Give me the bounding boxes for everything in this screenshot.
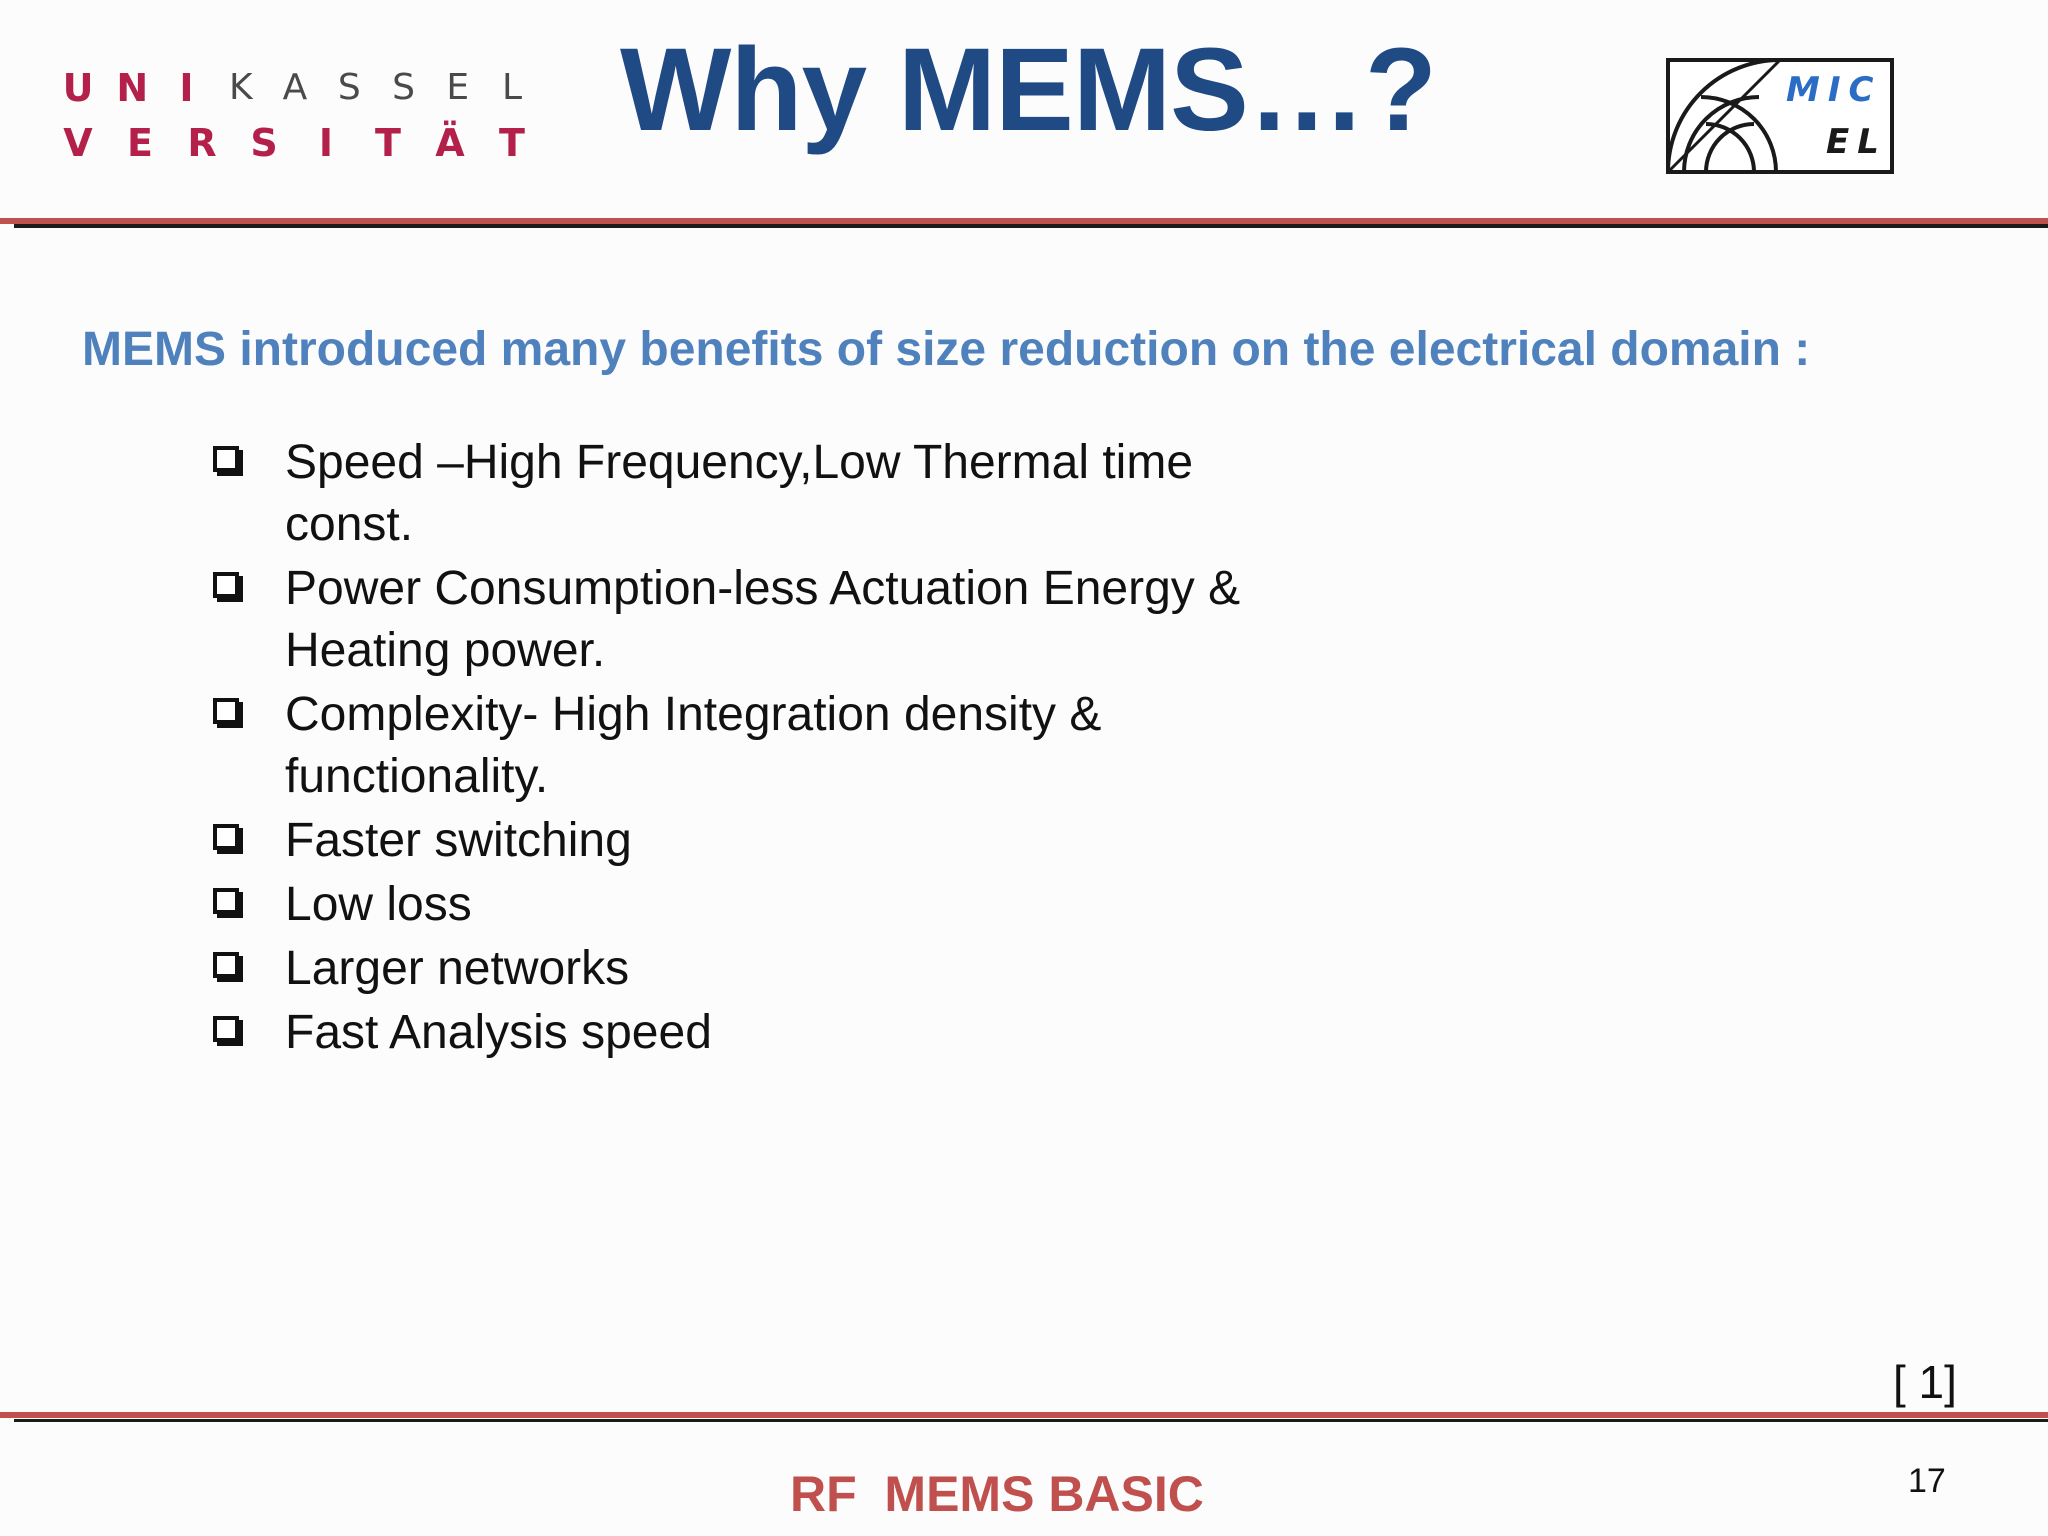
logo-letter: T	[499, 120, 525, 165]
reference-citation: [ 1]	[1893, 1356, 1957, 1408]
list-item	[210, 1002, 1310, 1064]
list-item	[210, 684, 1310, 808]
logo-letter: S	[250, 120, 278, 165]
benefits-list	[210, 432, 1310, 1066]
checkbox-bullet-icon	[213, 446, 239, 472]
list-item-text: Speed –High Frequency,Low Thermal time const.	[285, 436, 1194, 551]
logo-letter: K	[228, 67, 253, 108]
logo-letter: I	[318, 120, 334, 165]
logo-letter: S	[337, 67, 361, 108]
list-item	[210, 810, 1310, 872]
checkbox-bullet-icon	[213, 1016, 239, 1042]
list-item	[210, 558, 1310, 682]
list-item-text: Complexity- High Integration density & functionality.	[285, 688, 1102, 803]
checkbox-bullet-icon	[213, 572, 239, 598]
logo-letter: L	[501, 67, 523, 108]
list-item	[210, 874, 1310, 936]
logo-letter: R	[187, 120, 217, 165]
university-logo-row-1	[60, 60, 530, 115]
university-logo	[60, 60, 530, 170]
micel-logo	[1666, 58, 1896, 176]
checkbox-bullet-icon	[213, 698, 239, 724]
logo-letter: U	[62, 65, 94, 110]
checkbox-bullet-icon	[213, 888, 239, 914]
logo-letter: S	[392, 67, 415, 108]
checkbox-bullet-icon	[213, 952, 239, 978]
logo-letter: Ä	[435, 120, 465, 165]
slide-subtitle: MEMS introduced many benefits of size reduction on the electrical domain :	[82, 323, 1811, 376]
micel-logo-text-bottom: EL	[1826, 122, 1887, 162]
list-item-text: Faster switching	[285, 814, 632, 867]
list-item-text: Larger networks	[285, 942, 630, 995]
list-item-text: Fast Analysis speed	[285, 1006, 712, 1059]
logo-letter: E	[446, 67, 470, 108]
list-item-text: Low loss	[285, 878, 472, 931]
footer-divider-red	[0, 1412, 2048, 1418]
list-item	[210, 938, 1310, 1000]
logo-letter: I	[179, 65, 194, 110]
logo-letter: A	[282, 67, 308, 108]
logo-letter: E	[127, 120, 153, 165]
micel-logo-text-top: MIC	[1786, 70, 1882, 110]
logo-letter: T	[375, 120, 401, 165]
logo-letter: V	[63, 120, 93, 165]
list-item-text: Power Consumption-less Actuation Energy & Heating power.	[285, 562, 1241, 677]
page-number: 17	[1908, 1462, 1946, 1500]
list-item	[210, 432, 1310, 556]
footer-divider-dark	[14, 1419, 2048, 1422]
university-logo-row-2	[60, 115, 530, 170]
checkbox-bullet-icon	[213, 824, 239, 850]
footer-title: RF MEMS BASIC	[790, 1466, 1204, 1522]
logo-letter: N	[116, 65, 149, 110]
header-divider-dark	[14, 224, 2048, 228]
page-title: Why MEMS…?	[620, 24, 1436, 156]
